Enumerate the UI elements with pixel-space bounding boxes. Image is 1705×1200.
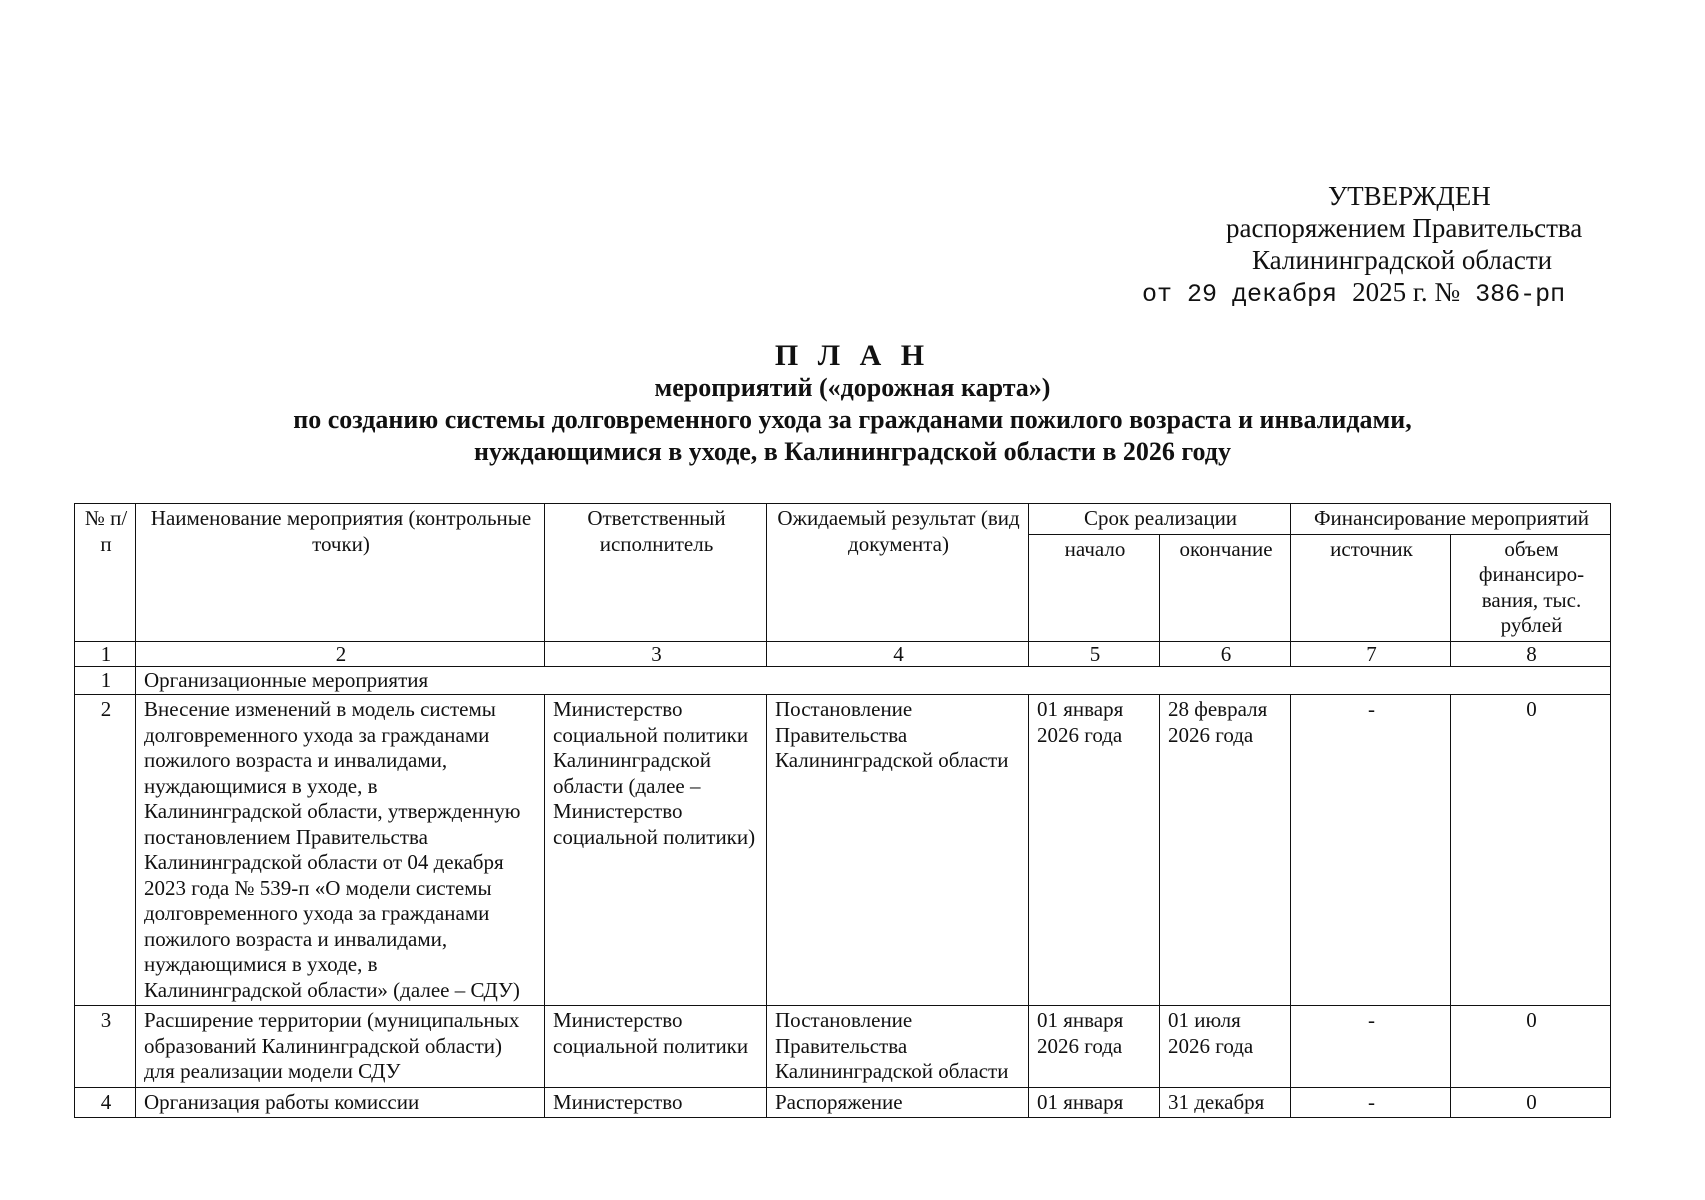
row-executor: Министерство: [545, 1087, 767, 1118]
header-financing: Финансирование мероприятий: [1291, 504, 1611, 535]
column-number: 7: [1291, 641, 1451, 666]
row-name: Организация работы комиссии: [136, 1087, 545, 1118]
document-heading: [0, 340, 1705, 468]
header-num: № п/п: [75, 504, 136, 642]
column-number: 3: [545, 641, 767, 666]
row-end: 31 декабря: [1160, 1087, 1291, 1118]
header-source: источник: [1291, 534, 1451, 641]
section-num: 1: [75, 666, 136, 695]
plan-title: П Л А Н: [774, 339, 931, 372]
row-executor: Министерство социальной политики Калининградской области (далее – Министерство социальной политики): [545, 695, 767, 1006]
row-end: 28 февраля 2026 года: [1160, 695, 1291, 1006]
approval-date-line: [1142, 276, 1565, 311]
plan-table: [74, 503, 1611, 1118]
table-row: [75, 1006, 1611, 1088]
section-title: Организационные мероприятия: [136, 666, 1611, 695]
column-number: 5: [1029, 641, 1160, 666]
row-name: Расширение территории (муниципальных образований Калининградской области) для реализации модели СДУ: [136, 1006, 545, 1088]
approval-year: 2025: [1352, 277, 1407, 307]
column-number: 6: [1160, 641, 1291, 666]
row-volume: 0: [1451, 1006, 1611, 1088]
row-source: -: [1291, 695, 1451, 1006]
section-row: [75, 666, 1611, 695]
column-number: 1: [75, 641, 136, 666]
row-start: 01 января: [1029, 1087, 1160, 1118]
approval-line-2: Калининградской области: [1252, 245, 1553, 275]
header-row-1: [75, 504, 1611, 535]
row-volume: 0: [1451, 695, 1611, 1006]
row-source: -: [1291, 1087, 1451, 1118]
row-num: 2: [75, 695, 136, 1006]
column-number: 2: [136, 641, 545, 666]
row-source: -: [1291, 1006, 1451, 1088]
header-period: Срок реализации: [1029, 504, 1291, 535]
row-start: 01 января 2026 года: [1029, 695, 1160, 1006]
row-result: Постановление Правительства Калининградской области: [767, 1006, 1029, 1088]
row-volume: 0: [1451, 1087, 1611, 1118]
plan-subtitle-2: по созданию системы долговременного ухода за гражданами пожилого возраста и инвалидами,: [293, 405, 1412, 434]
row-result: Распоряжение: [767, 1087, 1029, 1118]
row-end: 01 июля 2026 года: [1160, 1006, 1291, 1088]
column-number: 8: [1451, 641, 1611, 666]
header-result: Ожидаемый результат (вид документа): [767, 504, 1029, 642]
header-name: Наименование мероприятия (контрольные точки): [136, 504, 545, 642]
approval-date: 29 декабря: [1187, 280, 1338, 309]
approval-year-suffix: г. №: [1412, 277, 1461, 307]
row-num: 4: [75, 1087, 136, 1118]
approval-number: 386-рп: [1475, 280, 1566, 309]
header-volume: объем финансиро-вания, тыс. рублей: [1451, 534, 1611, 641]
row-name: Внесение изменений в модель системы долговременного ухода за гражданами пожилого возраста и инвалидами, нуждающимися в уходе, в Калининградской области, утвержденную постановлением Правительства Калининградской области от 04 декабря 2023 года № 539-п «О модели системы долговременного ухода за гражданами пожилого возраста и инвалидами, нуждающимися в уходе, в Калининградской области» (далее – СДУ): [136, 695, 545, 1006]
approval-line-1: распоряжением Правительства: [1226, 213, 1583, 243]
plan-subtitle-3: нуждающимися в уходе, в Калининградской области в 2026 году: [474, 437, 1231, 466]
header-period-start: начало: [1029, 534, 1160, 641]
plan-subtitle-1: мероприятий («дорожная карта»): [654, 373, 1051, 402]
header-period-end: окончание: [1160, 534, 1291, 641]
header-executor: Ответственный исполнитель: [545, 504, 767, 642]
approval-date-prefix: от: [1142, 280, 1173, 309]
column-number-row: [75, 641, 1611, 666]
row-executor: Министерство социальной политики: [545, 1006, 767, 1088]
table-row: [75, 1087, 1611, 1118]
row-num: 3: [75, 1006, 136, 1088]
column-number: 4: [767, 641, 1029, 666]
row-result: Постановление Правительства Калининградской области: [767, 695, 1029, 1006]
approval-title: УТВЕРЖДЕН: [1328, 181, 1491, 211]
table-row: [75, 695, 1611, 1006]
row-start: 01 января 2026 года: [1029, 1006, 1160, 1088]
